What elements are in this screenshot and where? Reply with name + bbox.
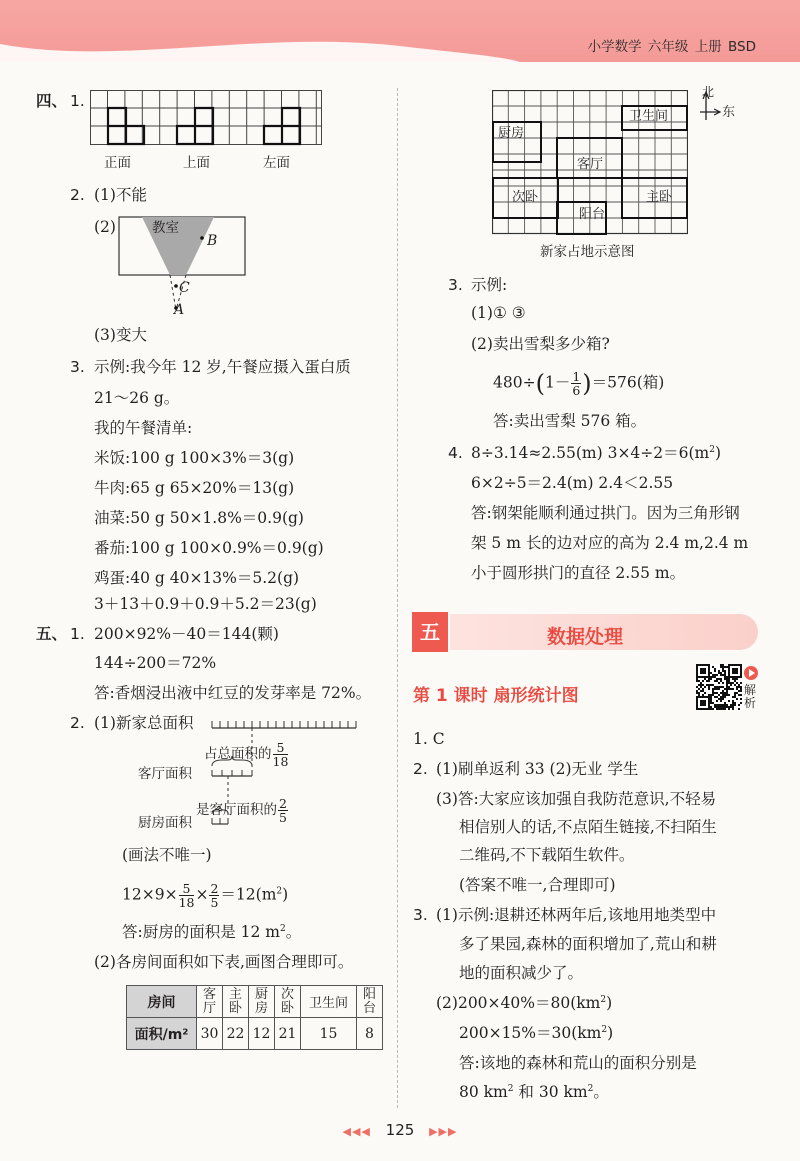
lunch-item: 油菜:50 g 50×1.8%＝0.9(g) xyxy=(94,509,304,527)
table-cell: 卫生间 xyxy=(301,986,357,1018)
fraction-label xyxy=(204,741,289,768)
table-cell: 15 xyxy=(301,1018,357,1050)
table-header-cell: 房间 xyxy=(127,986,197,1018)
answer-part: ) xyxy=(714,444,722,463)
answer-text: (1)不能 xyxy=(94,186,147,204)
fraction-label xyxy=(196,797,289,824)
qr-explanation-label: 解析 xyxy=(744,683,757,711)
point-label-b: B xyxy=(207,233,218,249)
answer-text: 小于圆形拱门的直径 2.55 m。 xyxy=(471,564,686,582)
room-label: 客厅 xyxy=(577,157,604,172)
classroom-label: 教室 xyxy=(152,220,179,236)
room-label: 阳台 xyxy=(579,207,606,222)
fraction-denominator: 5 xyxy=(210,895,219,911)
answer-text: 我的午餐清单: xyxy=(94,419,193,437)
equation-part: 480÷ xyxy=(493,373,536,392)
map-caption: 新家占地示意图 xyxy=(540,244,635,260)
answer-part: (2)200×40%＝80(km xyxy=(436,994,601,1013)
table-row xyxy=(127,986,383,1018)
next-arrows-icon: ▶▶▶ xyxy=(429,1125,458,1138)
page-number: 125 xyxy=(385,1121,415,1139)
answer-text: 1. C xyxy=(413,730,445,748)
superscript: 2 xyxy=(601,1025,608,1035)
compass-east-label: 东 xyxy=(722,105,736,120)
room-area-table xyxy=(126,985,383,1050)
chapter-title: 数据处理 xyxy=(546,626,623,648)
answer-text: 示例: xyxy=(471,276,508,294)
superscript: 2 xyxy=(600,995,607,1005)
answer-part: 80 km xyxy=(459,1083,508,1102)
answer-text: 答:该地的森林和荒山的面积分别是 xyxy=(459,1054,697,1072)
section-5-label: 五、 xyxy=(36,625,68,643)
question-number: 1. xyxy=(70,92,85,110)
chapter-heading xyxy=(412,612,758,652)
point-b xyxy=(200,236,204,240)
answer-text xyxy=(122,925,301,941)
answer-text: (2)各房间面积如下表,画图合理即可。 xyxy=(94,953,354,971)
answer-part: 答:厨房的面积是 12 m xyxy=(122,923,280,942)
table-cell: 30 xyxy=(197,1018,223,1050)
fraction-numerator: 5 xyxy=(179,882,195,896)
table-row xyxy=(127,1018,383,1050)
room-label: 次卧 xyxy=(512,190,539,205)
qr-code-icon[interactable] xyxy=(696,664,742,710)
answer-text: 答:卖出雪梨 576 箱。 xyxy=(493,412,647,430)
question-number: 2. xyxy=(413,760,428,778)
fraction-denominator: 6 xyxy=(572,383,581,399)
note-text: (画法不唯一) xyxy=(122,846,212,864)
fraction-denominator: 5 xyxy=(279,810,287,826)
answer-text: (1)① ③ xyxy=(471,304,526,322)
chapter-number: 五 xyxy=(412,612,448,652)
answer-text: 答:钢架能顺利通过拱门。因为三角形钢 xyxy=(471,504,740,522)
fraction-numerator: 2 xyxy=(279,796,287,811)
fraction-2-5 xyxy=(278,797,288,824)
answer-text: 示例:我今年 12 岁,午餐应摄入蛋白质 xyxy=(94,358,351,376)
equation xyxy=(493,370,664,397)
play-icon[interactable] xyxy=(744,666,758,680)
column-divider xyxy=(397,88,398,1108)
answer-text: (3)答:大家应该加强自我防范意识,不轻易 xyxy=(436,790,717,808)
room-label: 卫生间 xyxy=(629,109,669,124)
answer-text: 多了果园,森林的面积增加了,荒山和耕 xyxy=(459,935,717,953)
answer-text: 3＋13＋0.9＋0.9＋5.2＝23(g) xyxy=(94,595,317,613)
question-number: 4. xyxy=(448,444,463,462)
table-cell: 次卧 xyxy=(275,986,301,1018)
paren-left: ( xyxy=(535,369,545,398)
view-label-front: 正面 xyxy=(104,155,131,171)
table-cell: 阳台 xyxy=(357,986,383,1018)
fraction-2-5 xyxy=(209,882,219,909)
answer-text: (2) xyxy=(94,218,116,236)
paren-right: ) xyxy=(582,369,592,398)
table-cell: 12 xyxy=(249,1018,275,1050)
lunch-item: 番茄:100 g 100×0.9%＝0.9(g) xyxy=(94,539,324,557)
fraction-denominator: 18 xyxy=(178,895,195,911)
answer-text: 21～26 g。 xyxy=(94,389,180,407)
equation-part: ＝576(箱) xyxy=(591,373,665,392)
fraction-numerator: 1 xyxy=(572,369,581,384)
superscript: 2 xyxy=(276,886,283,897)
fraction-denominator: 18 xyxy=(272,754,289,770)
answer-part: 8÷3.14≈2.55(m) 3×4÷2＝6(m xyxy=(471,444,710,463)
table-cell: 厨房 xyxy=(249,986,275,1018)
answer-part: 和 30 km xyxy=(513,1083,588,1102)
answer-text: 144÷200＝72% xyxy=(94,654,217,672)
answer-part: ) xyxy=(607,1024,614,1043)
equation-part: 12×9× xyxy=(122,885,178,904)
answer-text: 地的面积减少了。 xyxy=(459,964,584,982)
room-label: 主卧 xyxy=(646,190,673,205)
answer-text: 二维码,不下载陌生软件。 xyxy=(459,846,635,864)
table-header-cell: 面积/m² xyxy=(127,1018,197,1050)
equation-part: 1－ xyxy=(544,373,571,392)
page-header xyxy=(0,0,800,62)
compass-north-label: 北 xyxy=(702,85,715,99)
kitchen-area-label: 厨房面积 xyxy=(138,815,192,831)
answer-part: 。 xyxy=(285,923,302,942)
table-cell: 主卧 xyxy=(223,986,249,1018)
table-cell: 21 xyxy=(275,1018,301,1050)
lunch-item: 鸡蛋:40 g 40×13%＝5.2(g) xyxy=(94,569,300,587)
fraction-numerator: 2 xyxy=(210,881,219,896)
header-subject-grade: 小学数学 六年级 上册 BSD xyxy=(587,39,756,55)
answer-text xyxy=(471,446,721,462)
fraction-label-text: 是客厅面积的 xyxy=(196,802,277,819)
answer-text: (1)新家总面积 xyxy=(94,714,194,732)
superscript: 2 xyxy=(587,1084,594,1094)
fraction-numerator: 5 xyxy=(273,741,289,755)
top-view-shape xyxy=(177,108,213,144)
living-area-label: 客厅面积 xyxy=(138,766,192,782)
superscript: 2 xyxy=(507,1084,514,1094)
answer-text: 相信别人的话,不点陌生链接,不扫陌生 xyxy=(459,818,717,836)
table-cell: 22 xyxy=(223,1018,249,1050)
answer-text: (1)刷单返利 33 (2)无业 学生 xyxy=(436,760,639,778)
equation-part: ) xyxy=(282,885,289,904)
lesson-title: 第 1 课时 扇形统计图 xyxy=(413,686,579,706)
answer-text: 6×2÷5＝2.4(m) 2.4＜2.55 xyxy=(471,474,674,492)
answer-text: (2)卖出雪梨多少箱? xyxy=(471,335,610,353)
answer-text xyxy=(459,1026,613,1042)
answer-text: 200×92%－40＝144(颗) xyxy=(94,625,279,643)
fraction-5-18 xyxy=(179,882,195,909)
equation-part: × xyxy=(195,885,209,904)
lunch-item: 牛肉:65 g 65×20%＝13(g) xyxy=(94,479,295,497)
question-number: 3. xyxy=(413,906,428,924)
point-label-c: C xyxy=(179,280,190,296)
room-label: 厨房 xyxy=(498,126,525,141)
section-4-label: 四、 xyxy=(36,92,68,110)
answer-text: (3)变大 xyxy=(94,326,147,344)
front-view-shape xyxy=(108,108,144,144)
fraction-5-18 xyxy=(273,741,289,768)
answer-part: ) xyxy=(606,994,613,1013)
fraction-1-6 xyxy=(571,370,581,397)
answer-text: (1)示例:退耕还林两年后,该地用地类型中 xyxy=(436,906,717,924)
answer-part: 。 xyxy=(593,1083,609,1102)
fraction-label-text: 占总面积的 xyxy=(204,746,272,763)
equation xyxy=(122,882,288,909)
answer-text: (答案不唯一,合理即可) xyxy=(459,876,616,894)
superscript: 2 xyxy=(280,924,286,934)
point-c xyxy=(174,284,178,288)
table-cell: 8 xyxy=(357,1018,383,1050)
question-number: 2. xyxy=(70,714,85,732)
three-view-grid xyxy=(90,90,322,146)
answer-part: 200×15%＝30(km xyxy=(459,1024,602,1043)
superscript: 2 xyxy=(709,445,715,455)
prev-arrows-icon: ◀◀◀ xyxy=(342,1125,371,1138)
answer-text: 架 5 m 长的边对应的高为 2.4 m,2.4 m xyxy=(471,534,749,552)
answer-text xyxy=(459,1085,609,1101)
question-number: 3. xyxy=(448,276,463,294)
question-number: 1. xyxy=(70,625,85,643)
table-cell: 客厅 xyxy=(197,986,223,1018)
view-label-top: 上面 xyxy=(183,155,210,171)
left-view-shape xyxy=(264,108,300,144)
question-number: 2. xyxy=(70,186,85,204)
lunch-item: 米饭:100 g 100×3%＝3(g) xyxy=(94,449,295,467)
page-footer xyxy=(0,1121,800,1139)
answer-text: 答:香烟浸出液中红豆的发芽率是 72%。 xyxy=(94,684,372,702)
question-number: 3. xyxy=(70,358,85,376)
equation-part: ＝12(m xyxy=(220,885,277,904)
point-label-a: A xyxy=(174,302,185,318)
view-label-left: 左面 xyxy=(263,155,290,171)
header-wave-decoration xyxy=(0,36,520,62)
answer-text xyxy=(436,996,612,1012)
